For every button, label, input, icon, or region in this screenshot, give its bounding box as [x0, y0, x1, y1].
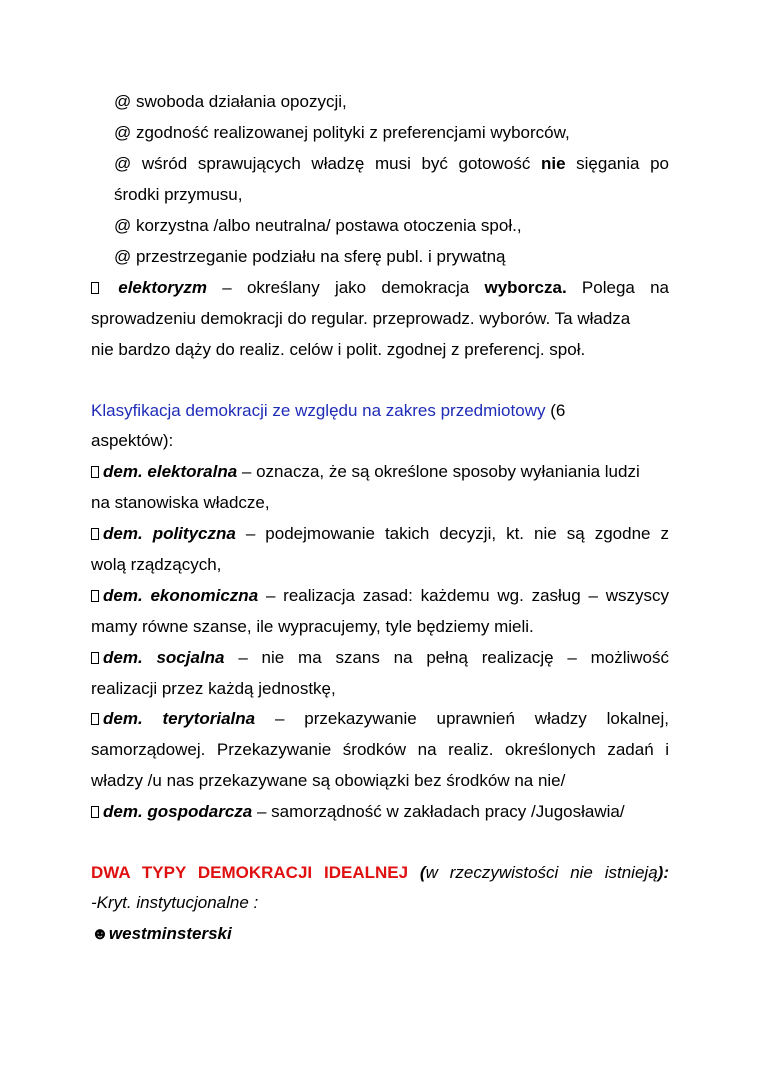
- classification-heading: [91, 398, 669, 424]
- westminster-type: [91, 921, 669, 947]
- item-text: – podejmowanie takich decyzji, kt. nie są zgodne z: [245, 524, 669, 543]
- elektoryzm-bold: wyborcza.: [484, 278, 567, 297]
- elektoryzm-line1: [91, 275, 669, 301]
- classification-item-polityczna-line2: wolą rządzących,: [91, 555, 222, 574]
- classification-item-socjalna-line2: realizacji przez każdą jednostkę,: [91, 679, 336, 698]
- item-term: dem. terytorialna: [103, 709, 256, 728]
- classification-heading-line2: aspektów):: [91, 431, 174, 450]
- item-text: – przekazywanie uprawnień władzy lokalnej,: [274, 709, 669, 728]
- condition-policy-match: @ zgodność realizowanej polityki z preferencjami wyborców,: [114, 123, 570, 142]
- item-term: dem. polityczna: [103, 524, 236, 543]
- condition-environment: @ korzystna /albo neutralna/ postawa otoczenia społ.,: [114, 216, 522, 235]
- condition-public-private: @ przestrzeganie podziału na sferę publ. i prywatną: [114, 247, 506, 266]
- condition-opposition: @ swoboda działania opozycji,: [114, 92, 347, 111]
- item-text: – oznacza, że są określone sposoby wyłaniania ludzi: [241, 462, 640, 481]
- bullet-box-icon: [91, 652, 99, 664]
- classification-item-gospodarcza: [91, 799, 669, 825]
- item-text: – samorządność w zakładach pracy /Jugosławia/: [257, 802, 625, 821]
- coercion-text-before: @ wśród sprawujących władzę musi być gotowość: [114, 154, 531, 173]
- condition-coercion-line2: środki przymusu,: [114, 185, 243, 204]
- bullet-box-icon: [91, 282, 99, 294]
- bullet-box-icon: [91, 806, 99, 818]
- elektoryzm-term: elektoryzm: [118, 278, 208, 297]
- ideal-types-heading: [91, 860, 669, 886]
- classification-item-ekonomiczna: [91, 583, 669, 609]
- classification-item-terytorialna: [91, 706, 669, 732]
- classification-item-polityczna: [91, 521, 669, 547]
- elektoryzm-line3: nie bardzo dąży do realiz. celów i polit. zgodnej z preferencj. społ.: [91, 340, 586, 359]
- bullet-box-icon: [91, 590, 99, 602]
- classification-item-ekonomiczna-line2: mamy równe szanse, ile wypracujemy, tyle będziemy mieli.: [91, 617, 534, 636]
- item-term: dem. gospodarcza: [103, 802, 253, 821]
- coercion-bold-nie: nie: [540, 154, 566, 173]
- classification-heading-suffix: (6: [550, 401, 566, 420]
- item-text: – realizacja zasad: każdemu wg. zasług – wszyscy: [265, 586, 669, 605]
- westminster-label: westminsterski: [108, 924, 232, 943]
- bullet-box-icon: [91, 713, 99, 725]
- elektoryzm-mid: – określany jako demokracja: [222, 278, 470, 297]
- classification-item-elektoralna-line2: na stanowiska władcze,: [91, 493, 270, 512]
- ideal-types-note: (w rzeczywistości nie istnieją):: [419, 863, 669, 882]
- elektoryzm-line2: sprowadzeniu demokracji do regular. przeprowadz. wyborów. Ta władza: [91, 309, 631, 328]
- coercion-text-after: sięgania po: [576, 154, 669, 173]
- ideal-types-title: DWA TYPY DEMOKRACJI IDEALNEJ: [91, 863, 409, 882]
- item-term: dem. elektoralna: [103, 462, 238, 481]
- bullet-box-icon: [91, 466, 99, 478]
- classification-item-elektoralna: [91, 459, 669, 485]
- classification-item-socjalna: [91, 645, 669, 671]
- bullet-box-icon: [91, 528, 99, 540]
- classification-item-terytorialna-line2: samorządowej. Przekazywanie środków na realiz. określonych zadań i: [91, 740, 669, 759]
- smiley-icon: ☻: [91, 924, 109, 943]
- elektoryzm-end: Polega na: [581, 278, 669, 297]
- classification-heading-text: Klasyfikacja demokracji ze względu na zakres przedmiotowy: [91, 401, 546, 420]
- item-text: – nie ma szans na pełną realizację – możliwość: [238, 648, 669, 667]
- condition-coercion-line1: [114, 151, 669, 177]
- item-term: dem. ekonomiczna: [103, 586, 259, 605]
- classification-item-terytorialna-line3: władzy /u nas przekazywane są obowiązki bez środków na nie/: [91, 771, 566, 790]
- item-term: dem. socjalna: [103, 648, 225, 667]
- institutional-criterion: -Kryt. instytucjonalne :: [91, 893, 259, 912]
